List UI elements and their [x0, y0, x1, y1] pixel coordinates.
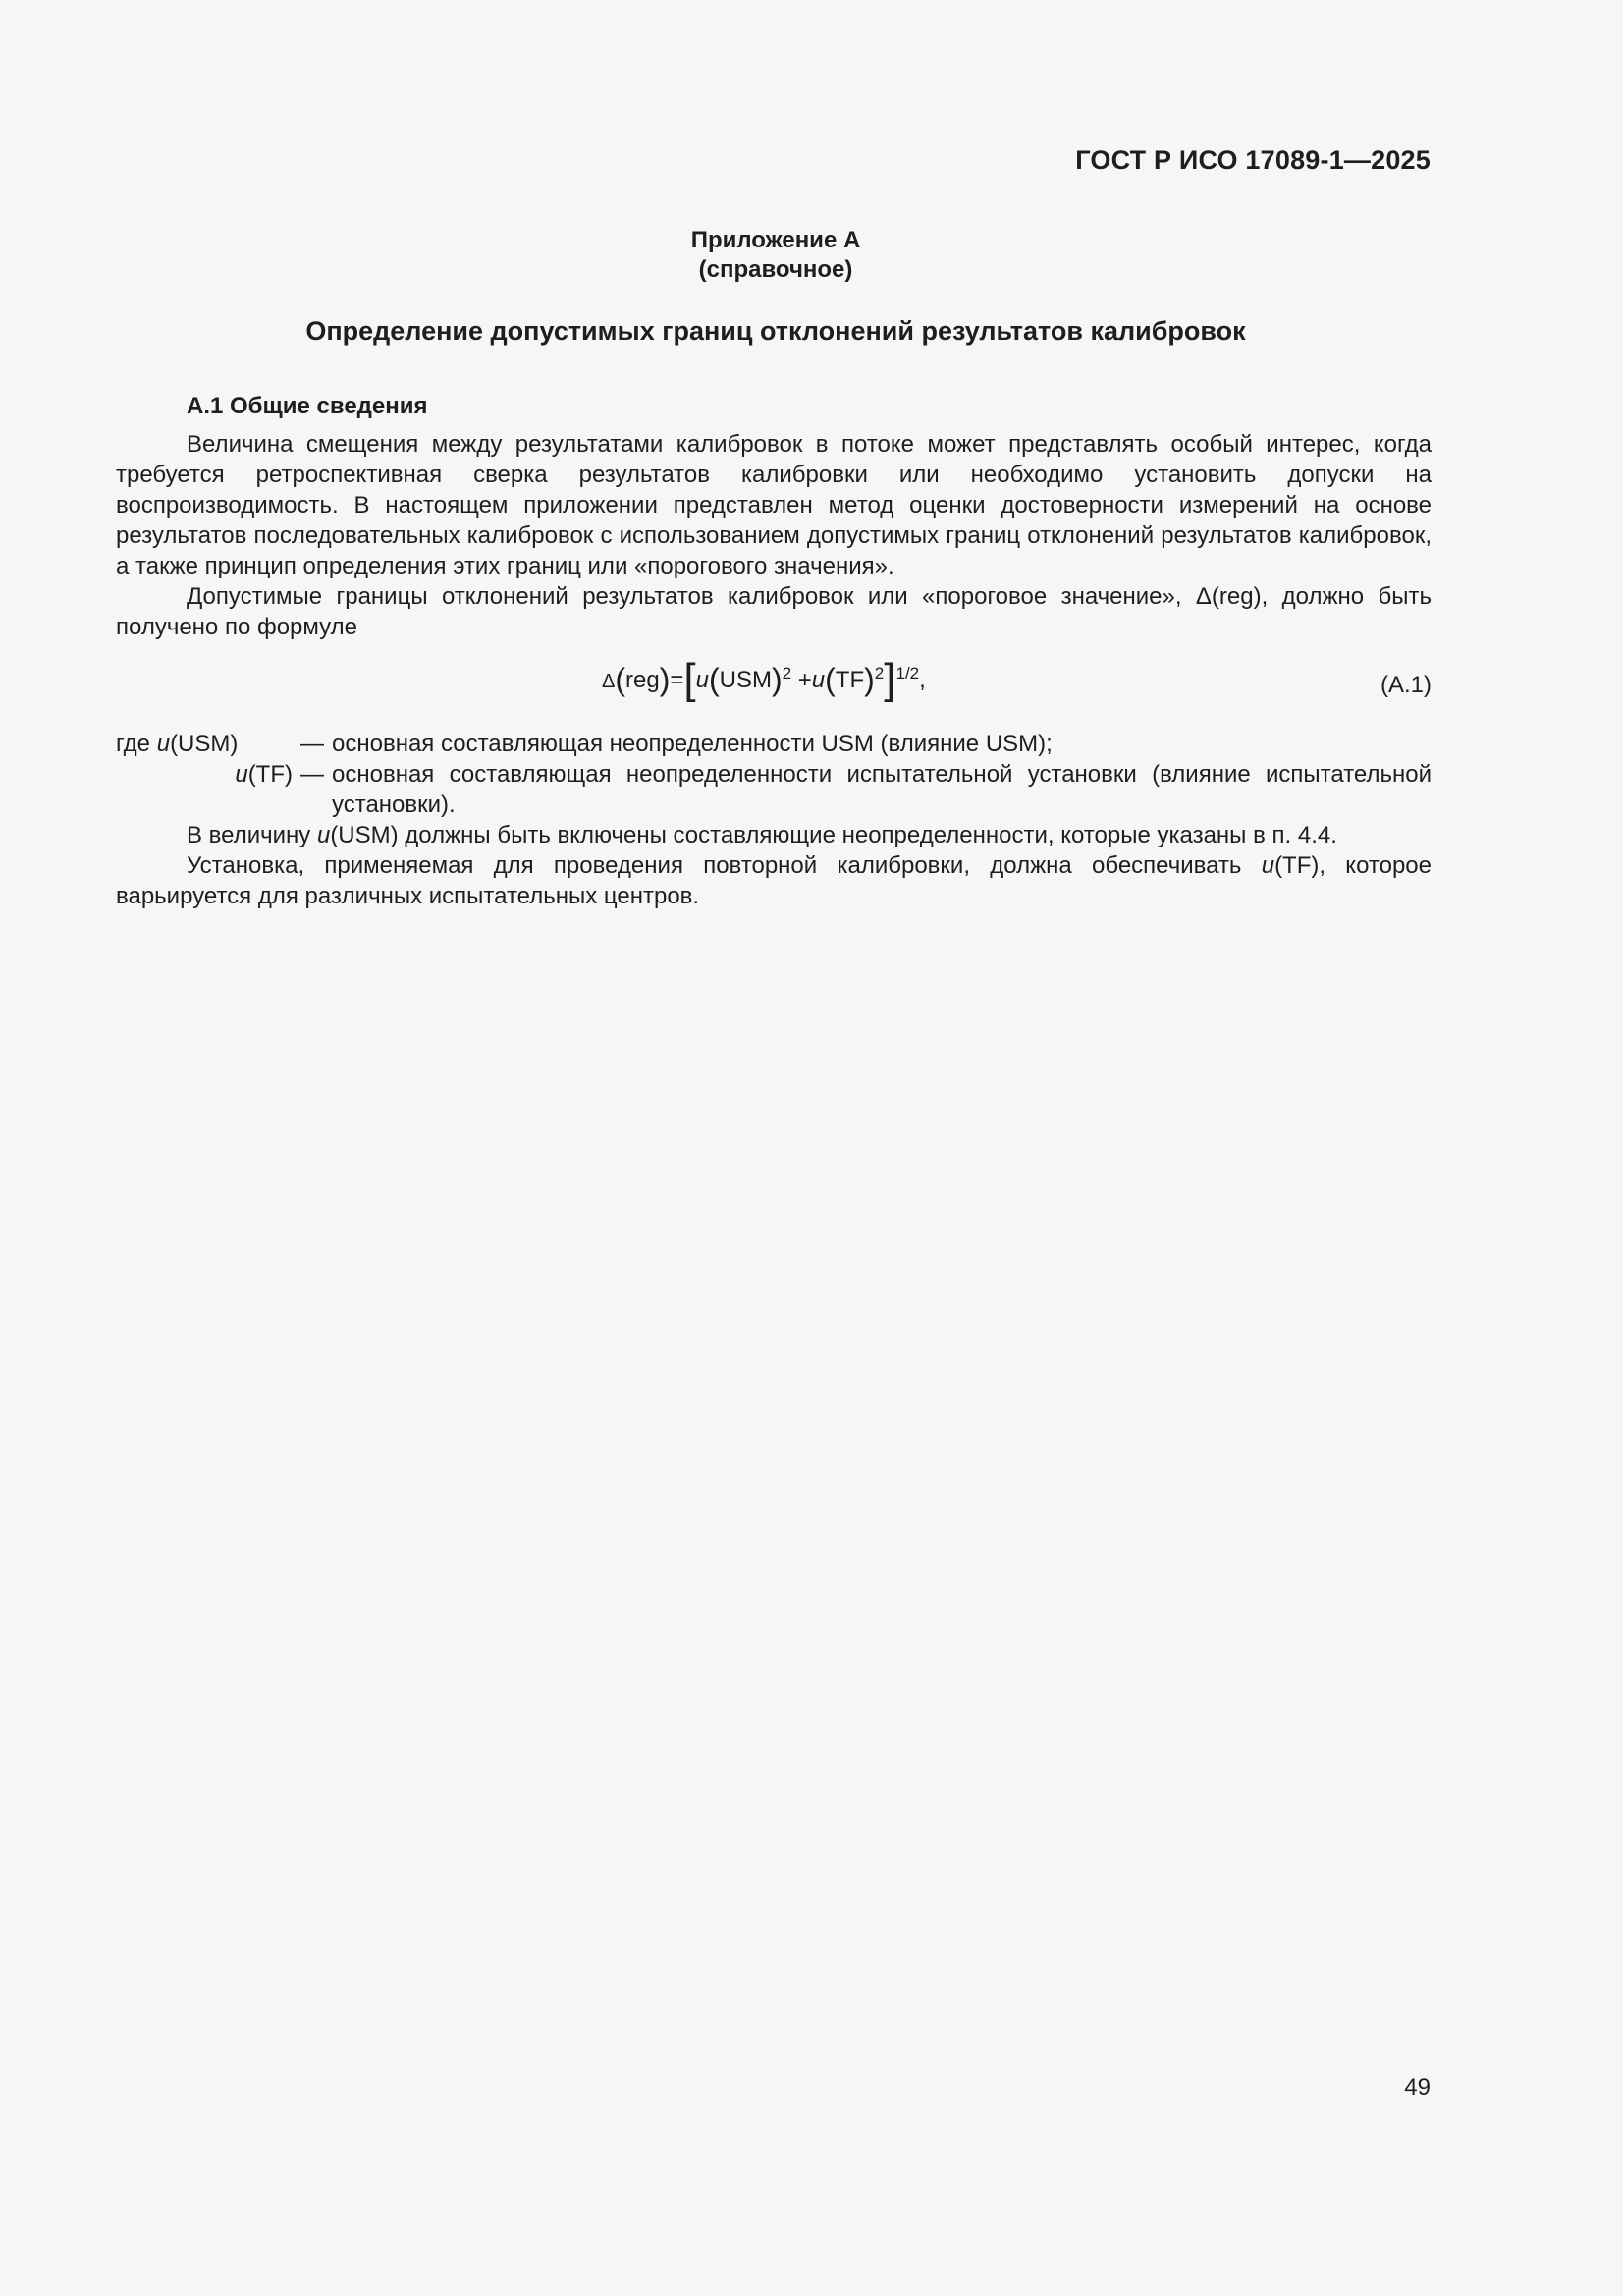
document-id: ГОСТ Р ИСО 17089-1—2025 [1075, 145, 1431, 175]
formula-plus: + [797, 667, 812, 693]
definition-usm [116, 729, 1432, 759]
formula-tf: TF [835, 667, 865, 693]
para3-u: u [316, 822, 331, 848]
para3-a: В величину [187, 822, 317, 848]
formula-u2: u [811, 667, 826, 693]
paragraph-4 [116, 850, 1432, 911]
annex-title-line1: Приложение А [690, 227, 861, 253]
para4-b: (TF), которое варьируется для различных испытательных центров. [116, 852, 1432, 909]
formula-reg: reg [625, 667, 660, 693]
where-word: где [116, 731, 151, 757]
definition-dash: — [300, 761, 324, 788]
section-heading: А.1 Общие сведения [187, 393, 428, 419]
formula-u1: u [695, 667, 709, 693]
annex-heading: Определение допустимых границ отклонений результатов калибровок [305, 316, 1246, 346]
section-content [116, 391, 1432, 911]
definition-term-usm [116, 729, 293, 759]
formula-number: (А.1) [1380, 672, 1432, 698]
annex-title [0, 226, 1551, 285]
formula-delta: Δ [602, 671, 616, 692]
def2-rest: (TF) [247, 761, 293, 788]
definition-text-tf: основная составляющая неопределенности испытательной установки (влияние испытательной установки). [332, 761, 1432, 818]
paragraph-1: Величина смещения между результатами калибровок в потоке может представлять особый интерес, когда требуется ретроспективная сверка результатов калибровки или необходимо установить допуски на воспроизводимость. В настоящем приложении представлен метод оценки достоверности измерений на основе результатов последовательных калибровок с использованием допустимых границ отклонений результатов калибровок, а также принцип определения этих границ или «порогового значения». [116, 431, 1432, 579]
page-number: 49 [1404, 2074, 1431, 2101]
formula-exp2: 2 [874, 664, 885, 683]
annex-title-line2: (справочное) [698, 256, 853, 283]
formula-a1: $\Delta(reg)=[u(USM)^2 +u(TF)^2]^{1/2}$, [602, 655, 926, 703]
formula-outer-exp: 1/2 [895, 664, 920, 683]
para3-b: (USM) должны быть включены составляющие неопределенности, которые указаны в п. 4.4. [330, 822, 1337, 848]
def1-u: u [156, 731, 171, 757]
paragraph-3 [116, 820, 1432, 850]
formula-comma: , [919, 667, 926, 693]
definitions-list [116, 729, 1432, 820]
para4-u: u [1261, 852, 1275, 879]
formula-row [116, 650, 1432, 729]
formula-usm: USM [719, 667, 772, 693]
formula-eq: = [670, 667, 684, 693]
definition-term-tf [116, 759, 293, 820]
paragraph-2: Допустимые границы отклонений результатов калибровок или «пороговое значение», Δ(reg), должно быть получено по формуле [116, 583, 1432, 640]
def1-rest: (USM) [170, 731, 239, 757]
para4-a: Установка, применяемая для проведения повторной калибровки, должна обеспечивать [187, 852, 1262, 879]
definition-text-usm: основная составляющая неопределенности USM (влияние USM); [332, 731, 1053, 757]
definition-dash: — [300, 731, 324, 757]
formula-exp1: 2 [782, 664, 792, 683]
def2-u: u [235, 761, 248, 788]
definition-tf [116, 759, 1432, 820]
